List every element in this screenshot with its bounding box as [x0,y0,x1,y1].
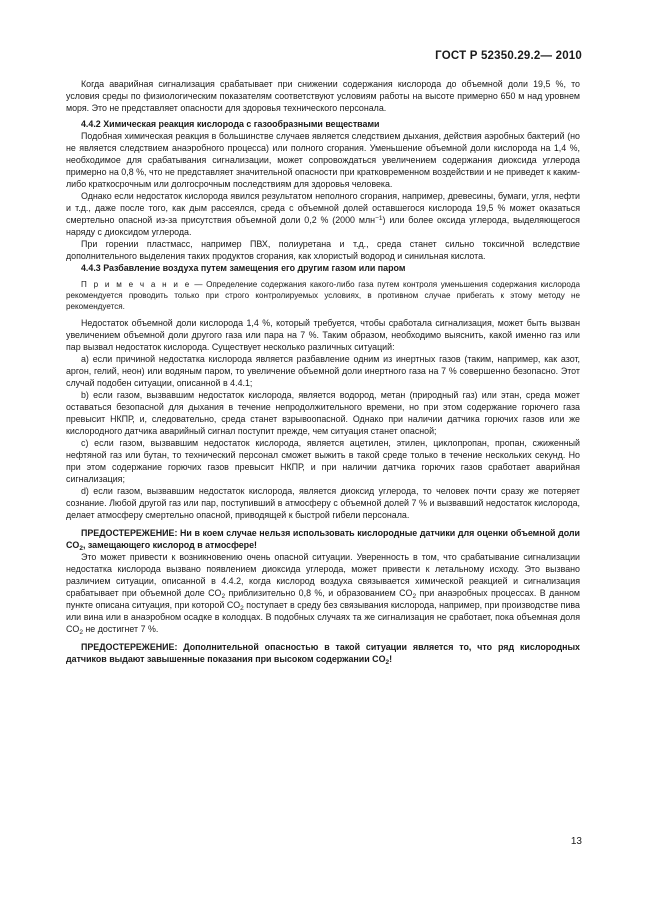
warning: ПРЕДОСТЕРЕЖЕНИЕ: Дополнительной опасностью в такой ситуации является то, что ряд кислородных датчиков выдают завышенные показания при высоком содержании $CO_2$! [66,642,580,666]
paragraph: Однако если недостаток кислорода явился результатом неполного сгорания, например, древесины, бумаги, угля, нефти и т.д., даже после того, как дым рассеялся, среда с объемной долей оставшегося кислорода 19,5 % может оказаться смертельно опасной из-за присутствия объемной доли 0,2 % (2000 млн$^{-1}$) или более оксида углерода, выделяющегося наряду с диоксидом углерода. [66,191,580,237]
paragraph: Это может привести к возникновению очень опасной ситуации. Уверенность в том, что срабатывание сигнализации недостатка кислорода вызвано появлением диоксида углерода, может привести к летальному исходу. Это вызвано различием ситуации, описанной в 4.4.2, когда кислород воздуха связывается химической реакцией и сигнализация срабатывает при объемной доле $CO_2$ приблизительно 0,8 %, и образованием $CO_2$ при анаэробных процессах. В данном пункте описана ситуация, при которой $CO_2$ поступает в среду без связывания кислорода, например, при производстве пива или вина или в анаэробном осадке в колодцах. В подобных случаях та же сигнализация не сработает, пока объемная доля $CO_2$ не достигнет 7 %. [66,552,581,636]
list-item: c) если газом, вызвавшим недостаток кислорода, является ацетилен, этилен, циклопропан, пропан, сжиженный нефтяной газ или бутан, то технический персонал сможет выжить в такой среде только в течение нескольких секунд. Но при этом содержание горючих газов превысит НКПР, и при наличии датчика горючих газов сработает аварийная сигнализация; [66,438,580,484]
paragraph: При горении пластмасс, например ПВХ, полиуретана и т.д., среда станет сильно токсичной вследствие дополнительного выделения таких продуктов сгорания, как хлористый водород и синильная кислота. [66,239,580,261]
paragraph: Когда аварийная сигнализация срабатывает при снижении содержания кислорода до объемной доли 19,5 %, то условия среды по физиологическим показателям соответствуют условиям работы на высоте примерно 650 м над уровнем моря. Это не представляет опасности для здоровья технического персонала. [66,79,580,113]
document-header: ГОСТ Р 52350.29.2— 2010 [435,50,582,62]
section-heading-4-4-2: 4.4.2 Химическая реакция кислорода с газообразными веществами [81,119,380,129]
list-item: b) если газом, вызвавшим недостаток кислорода, является водород, метан (природный газ) или этан, среда может оставаться безопасной для дыхания в течение непродолжительного времени, но при этом содержание горючего газа превысит НКПР, и, следовательно, среда станет взрывоопасной. Однако при наличии датчика горючих газов или же кислородного датчика аварийный сигнал поступит прежде, чем ситуация станет опасной; [66,390,580,436]
note: П р и м е ч а н и е — Определение содержания какого-либо газа путем контроля уменьшения содержания кислорода рекомендуется проводить только при строго контролируемых условиях, в противном случае прибегать к этому методу не рекомендуется. [66,280,580,311]
section-heading-4-4-3: 4.4.3 Разбавление воздуха путем замещения его другим газом или паром [81,263,406,273]
list-item: а) если причиной недостатка кислорода является разбавление одним из инертных газов (таким, например, как азот, аргон, гелий, неон) или водяным паром, то увеличение объемной доли инертного газа на 7 % совершенно безопасно. Этот случай подобен ситуации, описанной в 4.4.1; [66,354,580,388]
paragraph: Подобная химическая реакция в большинстве случаев является следствием дыхания, действия аэробных бактерий (но не является следствием анаэробного процесса) или полного сгорания. Уменьшение объемной доли кислорода на 1,4 %, необходимое для срабатывания сигнализации, может сопровождаться увеличением содержания диоксида углерода примерно на 0,8 %, что не представляет значительной опасности при кратковременном воздействии и не приведет к каким-либо краткосрочным или долгосрочным последствиям для здоровья человека. [66,131,580,189]
warning: ПРЕДОСТЕРЕЖЕНИЕ: Ни в коем случае нельзя использовать кислородные датчики для оценки объемной доли $CO_2$, замещающего кислород в атмосфере! [66,528,580,552]
page-content [66,78,580,665]
list-item: d) если газом, вызвавшим недостаток кислорода, является диоксид углерода, то человек почти сразу же потеряет сознание. Любой другой газ или пар, поступивший в атмосферу с объемной долей 7 % и вызвавший недостаток кислорода, делает атмосферу смертельно опасной, приводящей к быстрой гибели персонала. [66,486,580,520]
paragraph: Недостаток объемной доли кислорода 1,4 %, который требуется, чтобы сработала сигнализация, может быть вызван увеличением объемной доли другого газа или пара на 7 %. Таким образом, необходимо выяснить, какой именно газ или пар вызвал недостаток кислорода. Существует несколько различных ситуаций: [66,318,580,352]
page-number: 13 [570,836,582,847]
note-label: П р и м е ч а н и е [81,280,191,289]
